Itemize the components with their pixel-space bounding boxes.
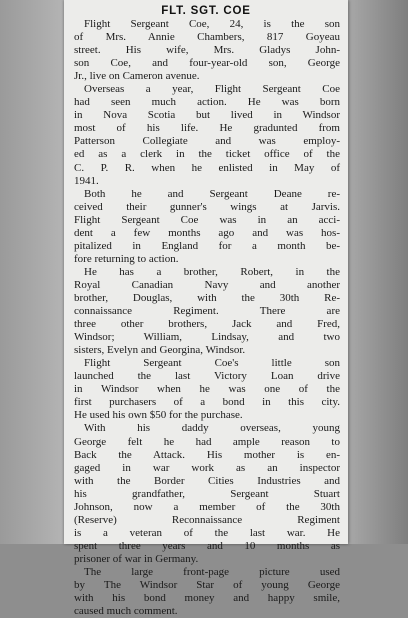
text-line: spent three years and 10 months as [74, 539, 340, 552]
article-paragraph [74, 83, 340, 187]
text-line: pitalized in England for a month be- [74, 239, 340, 252]
text-line: fore returning to action. [74, 252, 179, 265]
text-line: C. P. R. when he enlisted in May of [74, 161, 340, 174]
text-line: With his daddy overseas, young [84, 422, 340, 435]
text-line: He used his own $50 for the purchase. [74, 409, 243, 422]
text-line: ceived their gunner's wings at Jarvis. [74, 200, 340, 213]
text-line: of Mrs. Annie Chambers, 817 Goyeau [74, 31, 340, 44]
article-paragraph [74, 422, 340, 566]
backdrop-left [0, 0, 64, 544]
text-line: dent a few months ago and was hos- [74, 226, 340, 239]
text-line: Flight Sergeant Coe's little son [84, 357, 340, 370]
text-line: first purchasers of a bond in this city. [74, 396, 340, 409]
text-line: prisoner of war in Germany. [74, 552, 199, 565]
backdrop-right [348, 0, 408, 544]
text-line: is a veteran of the last war. He [74, 526, 340, 539]
text-line: ed as a clerk in the ticket office of the [74, 148, 340, 161]
text-line: by The Windsor Star of young George [74, 579, 340, 592]
text-line: son Coe, and four-year-old son, George [74, 57, 340, 70]
text-line: in Windsor when he was one of the [74, 383, 340, 396]
text-line: 1941. [74, 174, 99, 187]
text-line: had seen much action. He was born [74, 96, 340, 109]
article-body [64, 18, 348, 618]
text-line: Back the Attack. His mother is en- [74, 448, 340, 461]
article-headline: FLT. SGT. COE [161, 5, 251, 17]
text-line: most of his life. He gradunted from [74, 122, 340, 135]
text-line: connaissance Regiment. There are [74, 305, 340, 318]
text-line: Windsor; William, Lindsay, and two [74, 331, 340, 344]
article-paragraph [74, 188, 340, 266]
text-line: George felt he had ample reason to [74, 435, 340, 448]
text-line: in Nova Scotia but lived in Windsor [74, 109, 340, 122]
newspaper-clipping [64, 0, 348, 618]
article-paragraph [74, 266, 340, 357]
text-line: Royal Canadian Navy and another [74, 278, 340, 291]
text-line: Flight Sergeant Coe, 24, is the son [84, 18, 340, 30]
text-line: Patterson Collegiate and was employ- [74, 135, 340, 148]
text-line: launched the last Victory Loan drive [74, 370, 340, 383]
text-line: sisters, Evelyn and Georgina, Windsor. [74, 344, 246, 357]
text-line: Jr., live on Cameron avenue. [74, 70, 200, 83]
article-paragraph [74, 18, 340, 83]
text-line: He has a brother, Robert, in the [84, 265, 340, 278]
text-line: with the Border Cities Industries and [74, 474, 340, 487]
text-line: gaged in war work as an inspector [74, 461, 340, 474]
article-paragraph [74, 357, 340, 422]
text-line: (Reserve) Reconnaissance Regiment [74, 513, 340, 526]
text-line: caused much comment. [74, 605, 178, 618]
text-line: with his bond money and happy smile, [74, 592, 340, 605]
article-paragraph [74, 566, 340, 618]
text-line: three other brothers, Jack and Fred, [74, 318, 340, 331]
text-line: his grandfather, Sergeant Stuart [74, 487, 340, 500]
text-line: street. His wife, Mrs. Gladys John- [74, 44, 340, 57]
text-line: Overseas a year, Flight Sergeant Coe [84, 83, 340, 96]
text-line: The large front-page picture used [84, 565, 340, 578]
text-line: Flight Sergeant Coe was in an acci- [74, 213, 340, 226]
text-line: brother, Douglas, with the 30th Re- [74, 291, 340, 304]
text-line: Johnson, now a member of the 30th [74, 500, 340, 513]
text-line: Both he and Sergeant Deane re- [84, 187, 340, 200]
